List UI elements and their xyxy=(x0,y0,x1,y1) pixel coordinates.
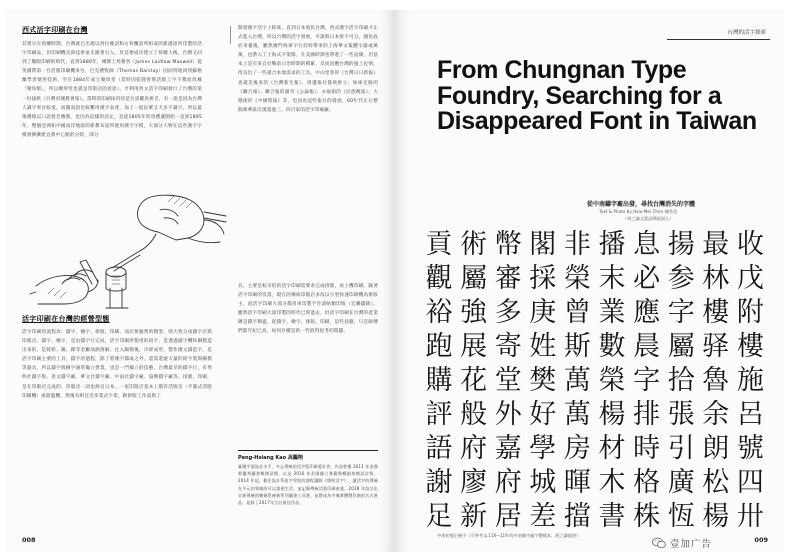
page-number-right: 009 xyxy=(754,536,768,544)
specimen-glyph: 多 xyxy=(494,297,522,328)
specimen-glyph: 強 xyxy=(460,297,488,328)
specimen-glyph: 字 xyxy=(667,297,695,328)
specimen-glyph: 貢 xyxy=(425,229,453,260)
specimen-column xyxy=(421,228,457,534)
specimen-glyph: 般 xyxy=(460,399,488,430)
article-subtitle-chinese: 從中南鑄字廠出發，尋找台灣消失的字體 xyxy=(587,201,696,208)
specimen-glyph: 擋 xyxy=(563,501,591,532)
specimen-column xyxy=(732,228,768,534)
running-head-rule xyxy=(667,39,770,40)
column2-paragraph2: 具，主要是較早的的活字印刷需要求完成排版，再上機印刷。隨著活字印刷的沒落，現在的傳統印版店多改以小型快速印刷機為排版主，而活字印刷大部分都用來印製手作請帖類印版（宏聯鑄錶）。雖然活字印刷大量印製的時代已經過去，但活字印刷在台灣的產業鏈是鑄字興盛，從鑄字、檢字、排版、印刷，這些技藝，只是師傅們都年紀已高，如何存續是新一代值得思考的問題。 xyxy=(238,284,378,335)
specimen-column xyxy=(559,228,595,534)
specimen-glyph: 審 xyxy=(494,263,522,294)
specimen-glyph: 樓 xyxy=(736,331,764,362)
watermark-text: 壹加广告 xyxy=(670,539,713,550)
specimen-glyph: 跑 xyxy=(425,331,453,362)
specimen-glyph: 楊 xyxy=(598,399,626,430)
specimen-glyph: 業 xyxy=(598,297,626,328)
column1-paragraph1: 其實早在荷蘭時期，台灣就已出現以西拉雅語和古荷蘭語所組成的新港語所印製的活字印刷品，但印刷機具與技術並未跟著引入，於是要成功建立了荷蘭人後，台灣又回到了雕版印刷的時代。直到1880年，傳教士馬雅各（James Laidlaw Maxwell）從英國帶第一台活版印刷機來台，巴克禮牧師（Thomas Barclay）因而特地回到蘇格蘭學習使用技術，至在1884年成立聚珍堂（當時因乾隆曾將活版工字不雅而改稱「聚珍版」，所以聚珍堂也就是印版店的意思），才利用西文活字印刷發行了台灣的第一份報紙《台灣府城教會報》。當時的印刷採用的是台語羅馬拼音，有一說是因為台灣人識字率比較低，而閩南語比較難用漢字表達，加上一般民眾又大多不識字，所以最後選擇以口語發音傳教，也因為這樣的決定，直從1805年的馬禮遜開始一直到1895年，整個亞洲和中國南洋地區的新教布道所使用漢字字模，大部分人物在這些漢字字模發揮擴建宜會中心點的分陸，部分 xyxy=(22,42,202,138)
specimen-glyph: 差 xyxy=(529,501,557,532)
specimen-glyph: 堂 xyxy=(494,365,522,396)
article-credit-note: （柯之謙文版品牌副詞人） xyxy=(623,216,674,221)
specimen-glyph: 松 xyxy=(702,467,730,498)
running-head: 台灣的活字探索 xyxy=(727,30,766,36)
column1-paragraph2: 活字印刷的流程為：鑄字、檢字、排版、印刷、而店領銀營的類型，則大致分成鑄字店與印版店。鑄字、檢字，是由鑄字行完成，活字印刷所使用的鉛字，是透過鑄字機和銅模造出來的，是將鉛、錫、銻等金屬加熱溶解，注入銅模後，冷卻成形。製作漢文鑄造字，是活字印刷主要的工具，鑄字的過程，除了將漢字鑄成之外，還需還旋大量的鉛字架與銅模等器具，所以鑄字與檢字通常獨立營業，也是一門獨立的技藝。台灣最早的鑄字行，有秀明社鑄字股、普文鑄字廠、華文社鑄字廠、中南社鑄字廠、協勝鑄字廠等。排版、印刷，是在印版店完成的。印版店一詞也源自日本，一家印版店基本上都有活版室（平臺式活版印刷機）或鉛盤機，然後有組任近多業式字架，跟拼版工作桌與工 xyxy=(22,330,212,399)
specimen-glyph: 恆 xyxy=(667,501,695,532)
specimen-glyph: 暉 xyxy=(563,467,591,498)
specimen-glyph: 城 xyxy=(529,467,557,498)
figure-caption: 中南初號正楷字（可參考 p.116~119 的中南鑄字廠字體樣本，阿之謙提供） xyxy=(437,533,581,538)
specimen-glyph: 時 xyxy=(633,433,661,464)
left-page xyxy=(6,10,393,552)
article-title: From Chungnan Type Foundry, Searching for a Disappeared Font in Taiwan xyxy=(437,56,757,135)
specimen-glyph: 評 xyxy=(425,399,453,430)
specimen-glyph: 足 xyxy=(425,501,453,532)
specimen-glyph: 應 xyxy=(633,297,661,328)
specimen-glyph: 楊 xyxy=(702,501,730,532)
specimen-column xyxy=(456,228,492,534)
type-specimen-grid xyxy=(421,228,767,530)
specimen-glyph: 花 xyxy=(460,365,488,396)
specimen-glyph: 株 xyxy=(633,501,661,532)
specimen-glyph: 裕 xyxy=(425,297,453,328)
specimen-column xyxy=(663,228,699,534)
specimen-glyph: 學 xyxy=(529,433,557,464)
specimen-glyph: 排 xyxy=(633,399,661,430)
specimen-glyph: 幣 xyxy=(494,229,522,260)
wechat-icon xyxy=(652,537,666,549)
specimen-glyph: 晨 xyxy=(633,331,661,362)
specimen-glyph: 播 xyxy=(598,229,626,260)
specimen-column xyxy=(525,228,561,534)
specimen-glyph: 揚 xyxy=(667,229,695,260)
specimen-glyph: 末 xyxy=(598,263,626,294)
specimen-glyph: 非 xyxy=(563,229,591,260)
specimen-glyph: 數 xyxy=(598,331,626,362)
specimen-glyph: 嘉 xyxy=(494,433,522,464)
specimen-glyph: 朗 xyxy=(702,433,730,464)
specimen-glyph: 廖 xyxy=(460,467,488,498)
specimen-glyph: 材 xyxy=(598,433,626,464)
specimen-glyph: 庚 xyxy=(529,297,557,328)
specimen-glyph: 木 xyxy=(598,467,626,498)
specimen-glyph: 拾 xyxy=(667,365,695,396)
specimen-glyph: 樊 xyxy=(529,365,557,396)
specimen-glyph: 余 xyxy=(702,399,730,430)
specimen-glyph: 字 xyxy=(633,365,661,396)
specimen-glyph: 驿 xyxy=(702,331,730,362)
specimen-glyph: 引 xyxy=(667,433,695,464)
specimen-column xyxy=(629,228,665,534)
specimen-glyph: 斯 xyxy=(563,331,591,362)
specimen-column xyxy=(490,228,526,534)
specimen-glyph: 卅 xyxy=(736,501,764,532)
specimen-glyph: 張 xyxy=(667,399,695,430)
specimen-glyph: 参 xyxy=(667,263,695,294)
specimen-glyph: 息 xyxy=(633,229,661,260)
right-page xyxy=(397,10,784,552)
specimen-glyph: 展 xyxy=(460,331,488,362)
specimen-glyph: 萬 xyxy=(563,365,591,396)
specimen-glyph: 姓 xyxy=(529,331,557,362)
specimen-glyph: 書 xyxy=(598,501,626,532)
specimen-glyph: 附 xyxy=(736,297,764,328)
page-number-left: 008 xyxy=(22,536,36,544)
specimen-glyph: 府 xyxy=(494,467,522,498)
specimen-glyph: 閣 xyxy=(529,229,557,260)
specimen-glyph: 外 xyxy=(494,399,522,430)
specimen-glyph: 四 xyxy=(736,467,764,498)
specimen-glyph: 房 xyxy=(563,433,591,464)
specimen-glyph: 林 xyxy=(702,263,730,294)
specimen-glyph: 最 xyxy=(702,229,730,260)
article-credit: Text & Photo by Hsiu-Mei Chen 陳秀美 xyxy=(599,209,678,214)
specimen-glyph: 魯 xyxy=(702,365,730,396)
specimen-glyph: 屬 xyxy=(667,331,695,362)
specimen-glyph: 曾 xyxy=(563,297,591,328)
column2-paragraph1: 開發漢字活字上缺席。直到日本殖民台灣，西式漢字活字印刷才正式進入台灣，所以台灣的活字發展，可說與日本密不可分。國民政府來臺後，雖然廣門海軍字行於時帶來的上海華文報體字器或萬萬，也帶入了上海式字架隊，在美國時期也帶進了一些設備，但基本上是有來自於戰前日治時期的積累，反而因應台灣的風土民情，改良出了一些適合本地需求的工具。中山堂春的《台灣日日新報》也就是後來的《台灣新生報》，周邊報社都被併立；如庫定路的《聯合報》、聯合報的副刊《公論報》、永福街的《民族晚報》、大德街的《中國時報》等，也因為這些報社的發展，60年代左右整個萬華區出現超過三、四百家的活字印刷廠。 xyxy=(238,26,378,113)
author-name: Peng-Hsiang Kao 高鵬翔 xyxy=(238,455,303,461)
specimen-glyph: 新 xyxy=(460,501,488,532)
specimen-column xyxy=(594,228,630,534)
specimen-glyph: 觀 xyxy=(425,263,453,294)
specimen-glyph: 榮 xyxy=(598,365,626,396)
specimen-glyph: 購 xyxy=(425,365,453,396)
author-bio: 臺灣平面設計水手，多元傳統的活字版印刷愛好者，作品曾獲 2011 年金鼎獎優秀圖書類創意類，以及 2016 年美國獨立書籍獎暢銷效類設計獎，2014 年起，擔任設計系鉛字學院的課程講師《開明活字》，讓活字的傳統在多元的領域的可以重產生活，並記錄傳統活版印刷產業，2018 年設計出全新傳統的數碼系統新系列圖書工具書，並將成為字典實體製作新的名式產品，是除了2017年合計最佳作品。 xyxy=(238,464,378,506)
section-title-western-type: 西式活字印刷在台灣 xyxy=(22,26,88,34)
specimen-glyph: 居 xyxy=(494,501,522,532)
specimen-glyph: 術 xyxy=(460,229,488,260)
specimen-glyph: 施 xyxy=(736,365,764,396)
specimen-glyph: 戊 xyxy=(736,263,764,294)
author-rule xyxy=(238,450,378,451)
specimen-glyph: 採 xyxy=(529,263,557,294)
specimen-glyph: 萬 xyxy=(563,399,591,430)
specimen-column xyxy=(698,228,734,534)
column-divider xyxy=(230,26,231,44)
specimen-glyph: 屬 xyxy=(460,263,488,294)
specimen-glyph: 謝 xyxy=(425,467,453,498)
specimen-glyph: 府 xyxy=(460,433,488,464)
specimen-glyph: 收 xyxy=(736,229,764,260)
specimen-glyph: 呂 xyxy=(736,399,764,430)
specimen-glyph: 好 xyxy=(529,399,557,430)
watermark xyxy=(652,536,712,550)
specimen-glyph: 號 xyxy=(736,433,764,464)
specimen-glyph: 寄 xyxy=(494,331,522,362)
specimen-glyph: 格 xyxy=(633,467,661,498)
specimen-glyph: 廣 xyxy=(667,467,695,498)
specimen-glyph: 必 xyxy=(633,263,661,294)
specimen-glyph: 語 xyxy=(425,433,453,464)
specimen-glyph: 樓 xyxy=(702,297,730,328)
specimen-glyph: 榮 xyxy=(563,263,591,294)
section-title-business-model: 活字印刷在台灣的經營型態 xyxy=(22,315,110,323)
typecasting-hands-illustration xyxy=(28,190,228,310)
